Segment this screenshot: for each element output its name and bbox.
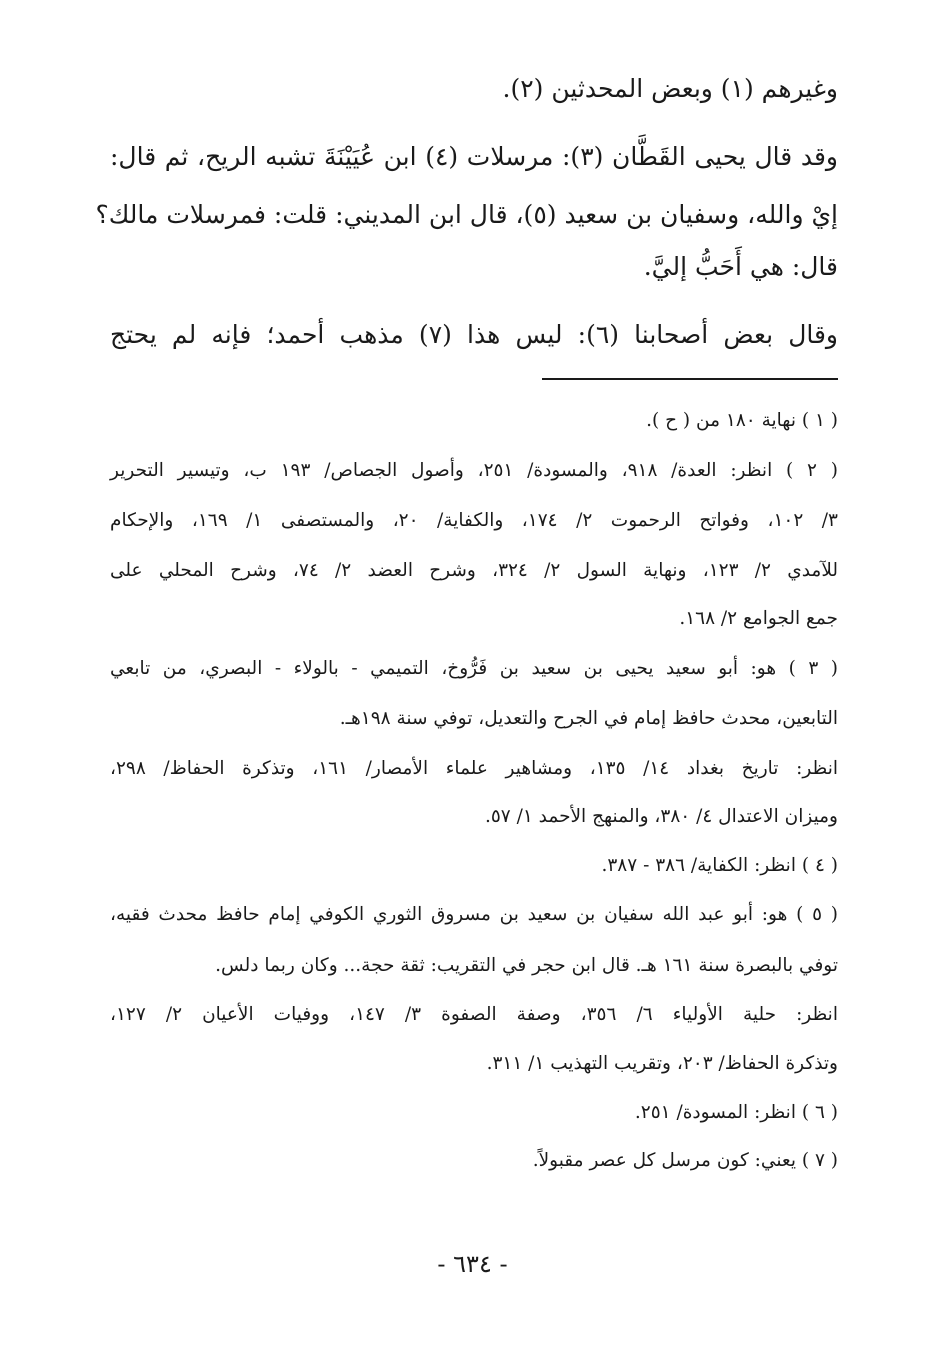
footnote-3-line-3: انظر: تاريخ بغداد ١٤/ ١٣٥، ومشاهير علماء الأمصار/ ١٦١، وتذكرة الحفاظ/ ٢٩٨،	[110, 758, 838, 779]
footnote-5-line-1: ( ٥ ) هو: أبو عبد الله سفيان بن سعيد بن مسروق الثوري الكوفي إمام حافظ محدث فقيه،	[110, 904, 838, 925]
main-text-line-1: وغيرهم (١) وبعض المحدثين (٢).	[502, 74, 838, 103]
footnote-5-line-3: انظر: حلية الأولياء ٦/ ٣٥٦، وصفة الصفوة ٣/ ١٤٧، ووفيات الأعيان ٢/ ١٢٧،	[110, 1004, 838, 1025]
footnote-1: ( ١ ) نهاية ١٨٠ من ( ح ).	[646, 410, 838, 431]
footnote-2-line-3: للآمدي ٢/ ١٢٣، ونهاية السول ٢/ ٣٢٤، وشرح العضد ٢/ ٧٤، وشرح المحلي على	[110, 560, 839, 581]
page-number: - ٦٣٤ -	[437, 1250, 508, 1278]
footnote-separator	[542, 378, 838, 380]
footnote-6: ( ٦ ) انظر: المسودة/ ٢٥١.	[634, 1102, 838, 1123]
footnote-7: ( ٧ ) يعني: كون مرسل كل عصر مقبولاً.	[532, 1150, 838, 1171]
footnote-2-line-4: جمع الجوامع ٢/ ١٦٨.	[679, 608, 838, 629]
footnote-2-line-2: ٣/ ١٠٢، وفواتح الرحموت ٢/ ١٧٤، والكفاية/ ٢٠، والمستصفى ١/ ١٦٩، والإحكام	[110, 510, 838, 531]
footnote-4: ( ٤ ) انظر: الكفاية/ ٣٨٦ - ٣٨٧.	[601, 855, 838, 876]
footnote-3-line-4: وميزان الاعتدال ٤/ ٣٨٠، والمنهج الأحمد ١/ ٥٧.	[484, 806, 838, 827]
footnote-3-line-1: ( ٣ ) هو: أبو سعيد يحيى بن سعيد بن فَرُّوخ، التميمي - بالولاء - البصري، من تابعي	[110, 658, 838, 679]
main-text-line-2: وقد قال يحيى القَطَّان (٣): مرسلات (٤) ابن عُيَيْنَةَ تشبه الريح، ثم قال:	[110, 142, 838, 171]
main-text-line-3: إيْ والله، وسفيان بن سعيد (٥)، قال ابن المديني: قلت: فمرسلات مالك؟	[95, 200, 838, 229]
footnote-2-line-1: ( ٢ ) انظر: العدة/ ٩١٨، والمسودة/ ٢٥١، وأصول الجصاص/ ١٩٣ ب، وتيسير التحرير	[110, 460, 838, 481]
footnote-3-line-2: التابعين، محدث حافظ إمام في الجرح والتعديل، توفي سنة ١٩٨هـ.	[339, 708, 838, 729]
main-text-line-4: قال: هي أَحَبُّ إليَّ.	[643, 252, 838, 281]
footnote-5-line-2: توفي بالبصرة سنة ١٦١ هـ. قال ابن حجر في التقريب: ثقة حجة... وكان ربما دلس.	[215, 955, 838, 976]
main-text-line-5: وقال بعض أصحابنا (٦): ليس هذا (٧) مذهب أحمد؛ فإنه لم يحتج	[110, 320, 838, 349]
footnote-5-line-4: وتذكرة الحفاظ/ ٢٠٣، وتقريب التهذيب ١/ ٣١١.	[486, 1053, 838, 1074]
